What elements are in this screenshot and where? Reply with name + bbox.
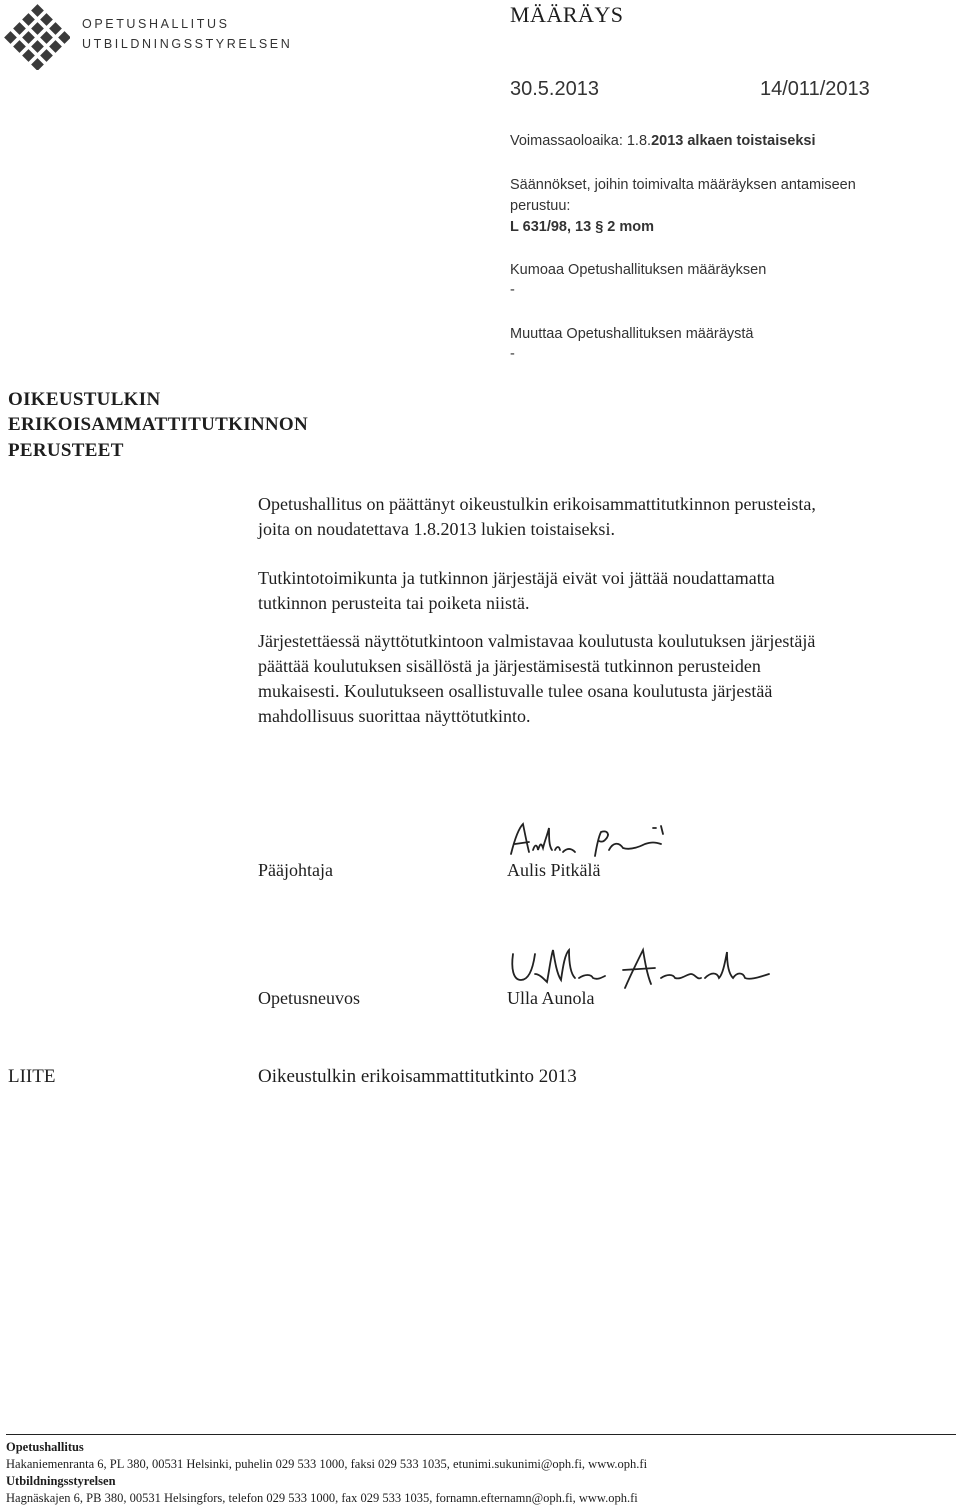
- paragraph-line: mahdollisuus suorittaa näyttötutkinto.: [258, 706, 531, 726]
- attachment-label: LIITE: [8, 1066, 56, 1087]
- basis-value: L 631/98, 13 § 2 mom: [510, 219, 655, 235]
- validity-period: [510, 133, 816, 149]
- repeals-label: Kumoaa Opetushallituksen määräyksen: [510, 262, 767, 278]
- paragraph-line: Järjestettäessä näyttötutkintoon valmistavaa koulutusta koulutuksen järjestäjä: [258, 631, 816, 651]
- footer-org-fi-name: Opetushallitus: [6, 1440, 84, 1454]
- basis-value-wrap: [510, 219, 654, 235]
- paragraph-line: joita on noudatettava 1.8.2013 lukien toistaiseksi.: [258, 519, 615, 539]
- basis-label-line2: perustuu:: [510, 198, 571, 214]
- title-line-2: ERIKOISAMMATTITUTKINNON: [8, 414, 309, 435]
- paragraph-line: tutkinnon perusteita tai poiketa niistä.: [258, 593, 530, 613]
- org-name-sv: UTBILDNINGSSTYRELSEN: [82, 37, 293, 51]
- handwritten-signature-1: [505, 814, 685, 860]
- paragraph-line: Tutkintotoimikunta ja tutkinnon järjestäjä eivät voi jättää noudattamatta: [258, 568, 775, 588]
- paragraph-line: mukaisesti. Koulutukseen osallistuvalle tulee osana koulutusta järjestää: [258, 681, 773, 701]
- signatory-role-1: Pääjohtaja: [258, 860, 333, 880]
- paragraph-obligation: [258, 566, 948, 616]
- org-name-fi: OPETUSHALLITUS: [82, 17, 230, 31]
- repeals-value: -: [510, 282, 515, 298]
- validity-label: Voimassaoloaika: 1.8.: [510, 133, 652, 149]
- footer-address-fi: Hakaniemenranta 6, PL 380, 00531 Helsinki, puhelin 029 533 1000, faksi 029 533 1035, etunimi.sukunimi@oph.fi, www.oph.fi: [6, 1457, 648, 1471]
- amends-label: Muuttaa Opetushallituksen määräystä: [510, 326, 754, 342]
- document-type: MÄÄRÄYS: [510, 2, 624, 27]
- title-line-1: OIKEUSTULKIN: [8, 389, 161, 410]
- signatory-name-1: Aulis Pitkälä: [507, 860, 601, 880]
- footer-org-fi: [6, 1440, 84, 1455]
- attachment-value: Oikeustulkin erikoisammattitutkinto 2013: [258, 1066, 577, 1087]
- basis-label-line1: Säännökset, joihin toimivalta määräyksen antamiseen: [510, 177, 856, 193]
- footer-org-sv-name: Utbildningsstyrelsen: [6, 1474, 116, 1488]
- paragraph-decision: [258, 492, 948, 542]
- title-line-3: PERUSTEET: [8, 440, 124, 461]
- opetushallitus-logo-icon: [4, 4, 70, 70]
- paragraph-line: Opetushallitus on päättänyt oikeustulkin erikoisammattitutkinnon perusteista,: [258, 494, 816, 514]
- footer-divider: [6, 1434, 956, 1435]
- document-date: 30.5.2013: [510, 78, 599, 100]
- signatory-role-2: Opetusneuvos: [258, 988, 360, 1008]
- amends-value: -: [510, 346, 515, 362]
- signatory-name-2: Ulla Aunola: [507, 988, 595, 1008]
- document-number: 14/011/2013: [760, 78, 870, 100]
- footer-address-sv: Hagnäskajen 6, PB 380, 00531 Helsingfors, telefon 029 533 1000, fax 029 533 1035, fornamn.efternamn@oph.fi, www.oph.fi: [6, 1491, 638, 1505]
- handwritten-signature-2: [505, 944, 775, 992]
- validity-value: 2013 alkaen toistaiseksi: [651, 133, 816, 149]
- footer-org-sv: [6, 1474, 116, 1489]
- paragraph-training: [258, 629, 948, 729]
- paragraph-line: päättää koulutuksen sisällöstä ja järjestämisestä tutkinnon perusteiden: [258, 656, 761, 676]
